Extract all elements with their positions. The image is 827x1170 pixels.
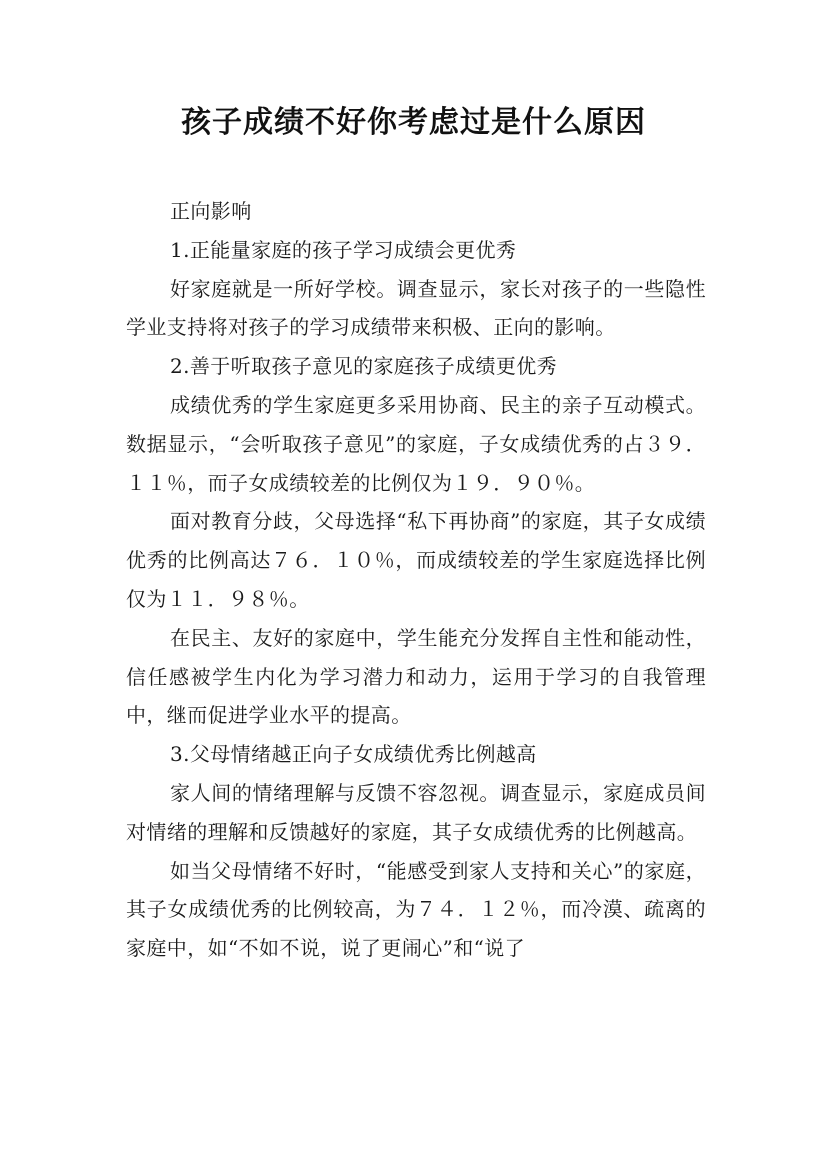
paragraph: 如当父母情绪不好时，“能感受到家人支持和关心”的家庭，其子女成绩优秀的比例较高，为７４．１２％，而冷漠、疏离的家庭中，如“不如不说，说了更闹心”和“说了	[126, 858, 706, 961]
paragraph: 好家庭就是一所好学校。调查显示，家长对孩子的一些隐性学业支持将对孩子的学习成绩带来积极、正向的影响。	[126, 276, 706, 340]
paragraph: 家人间的情绪理解与反馈不容忽视。调查显示，家庭成员间对情绪的理解和反馈越好的家庭，其子女成绩优秀的比例越高。	[126, 780, 706, 844]
document-body	[126, 192, 706, 968]
paragraph: 在民主、友好的家庭中，学生能充分发挥自主性和能动性，信任感被学生内化为学习潜力和动力，运用于学习的自我管理中，继而促进学业水平的提高。	[126, 625, 706, 728]
subheading-2: 2.善于听取孩子意见的家庭孩子成绩更优秀	[170, 354, 558, 379]
paragraph: 面对教育分歧，父母选择“私下再协商”的家庭，其子女成绩优秀的比例高达７６．１０％，而成绩较差的学生家庭选择比例仅为１１．９８％。	[126, 509, 706, 611]
section-heading-positive-impact: 正向影响	[170, 199, 252, 223]
subheading-1: 1.正能量家庭的孩子学习成绩会更优秀	[170, 237, 517, 262]
subheading-3: 3.父母情绪越正向子女成绩优秀比例越高	[170, 742, 537, 767]
document-title: 孩子成绩不好你考虑过是什么原因	[181, 105, 646, 140]
paragraph: 成绩优秀的学生家庭更多采用协商、民主的亲子互动模式。数据显示，“会听取孩子意见”的家庭，子女成绩优秀的占３９．１１％，而子女成绩较差的比例仅为１９．９０％。	[126, 392, 706, 495]
